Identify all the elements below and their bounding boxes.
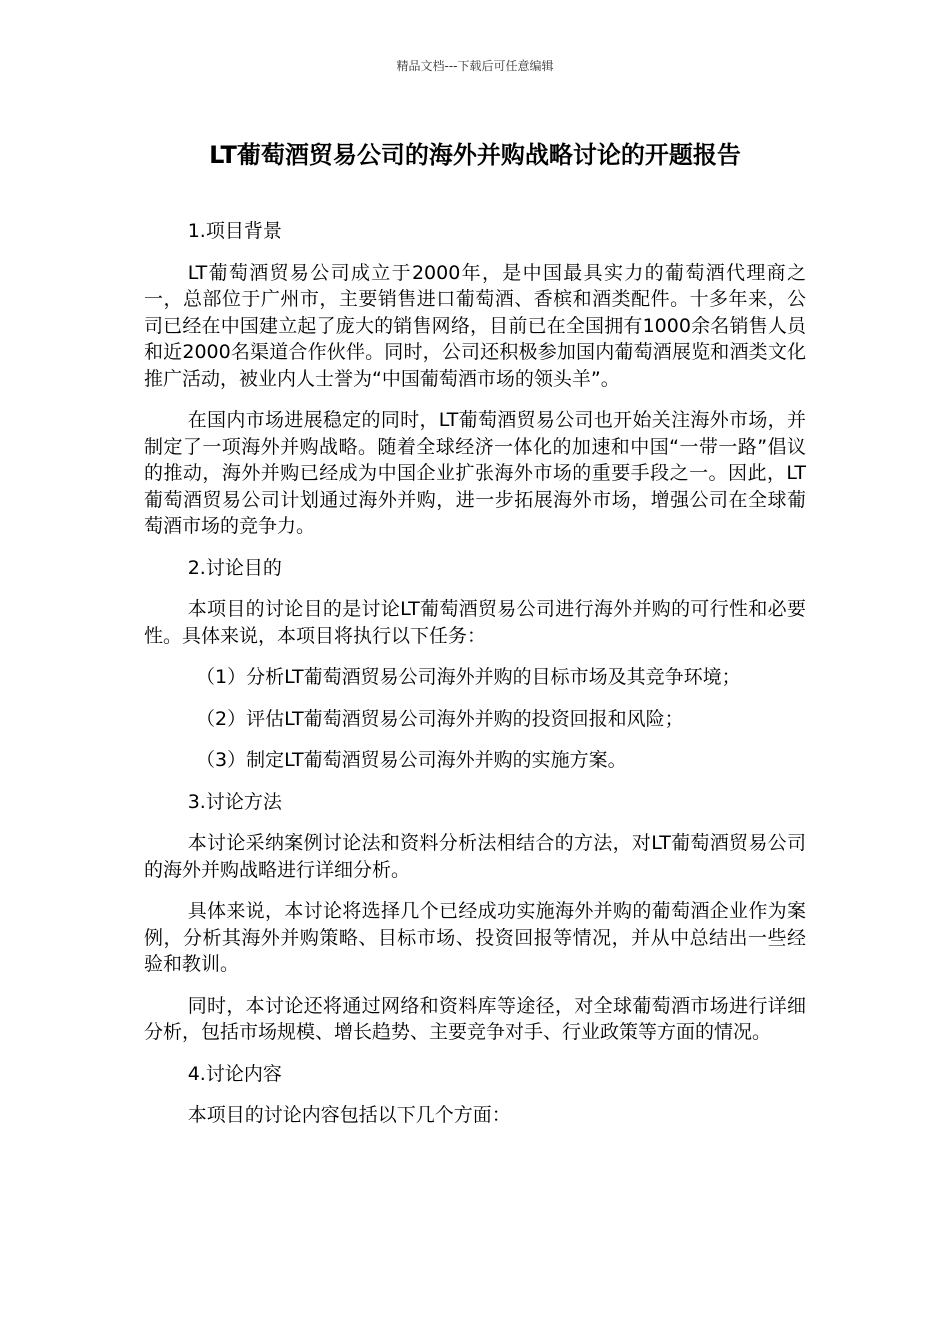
list-item-task-3: （3）制定LT葡萄酒贸易公司海外并购的实施方案。 [196, 749, 627, 771]
paragraph-method-overview: 本讨论采纳案例讨论法和资料分析法相结合的方法，对LT葡萄酒贸易公司的海外并购战略进行详细分析。 [144, 832, 806, 881]
section-heading-purpose: 2.讨论目的 [187, 556, 282, 579]
paragraph-purpose: 本项目的讨论目的是讨论LT葡萄酒贸易公司进行海外并购的可行性和必要性。具体来说，本项目将执行以下任务： [144, 598, 806, 647]
paragraph-content-intro: 本项目的讨论内容包括以下几个方面： [187, 1104, 511, 1126]
section-heading-method: 3.讨论方法 [187, 790, 282, 813]
section-heading-background: 1.项目背景 [187, 220, 282, 242]
paragraph-company-intro: LT葡萄酒贸易公司成立于2000年，是中国最具实力的葡萄酒代理商之一，总部位于广州市，主要销售进口葡萄酒、香槟和酒类配件。十多年来，公司已经在中国建立起了庞大的销售网络，目前已在全国拥有1000余名销售人员和近2000名渠道合作伙伴。同时，公司还积极参加国内葡萄酒展览和酒类文化推广活动，被业内人士誉为“中国葡萄酒市场的领头羊”。 [144, 261, 806, 390]
paragraph-overseas-strategy: 在国内市场进展稳定的同时，LT葡萄酒贸易公司也开始关注海外市场，并制定了一项海外并购战略。随着全球经济一体化的加速和中国“一带一路”倡议的推动，海外并购已经成为中国企业扩张海外市场的重要手段之一。因此，LT葡萄酒贸易公司计划通过海外并购，进一步拓展海外市场，增强公司在全球葡萄酒市场的竞争力。 [144, 409, 806, 537]
document-title: LT葡萄酒贸易公司的海外并购战略讨论的开题报告 [209, 141, 741, 169]
list-item-task-2: （2）评估LT葡萄酒贸易公司海外并购的投资回报和风险； [196, 707, 684, 730]
section-heading-content: 4.讨论内容 [187, 1062, 282, 1085]
paragraph-method-market: 同时，本讨论还将通过网络和资料库等途径，对全球葡萄酒市场进行详细分析，包括市场规模、增长趋势、主要竞争对手、行业政策等方面的情况。 [144, 994, 806, 1043]
list-item-task-1: （1）分析LT葡萄酒贸易公司海外并购的目标市场及其竞争环境； [196, 666, 741, 688]
paragraph-method-cases: 具体来说，本讨论将选择几个已经成功实施海外并购的葡萄酒企业作为案例，分析其海外并购策略、目标市场、投资回报等情况，并从中总结出一些经验和教训。 [144, 900, 806, 975]
header-watermark: 精品文档---下载后可任意编辑 [396, 59, 554, 73]
document-body [144, 218, 806, 1144]
